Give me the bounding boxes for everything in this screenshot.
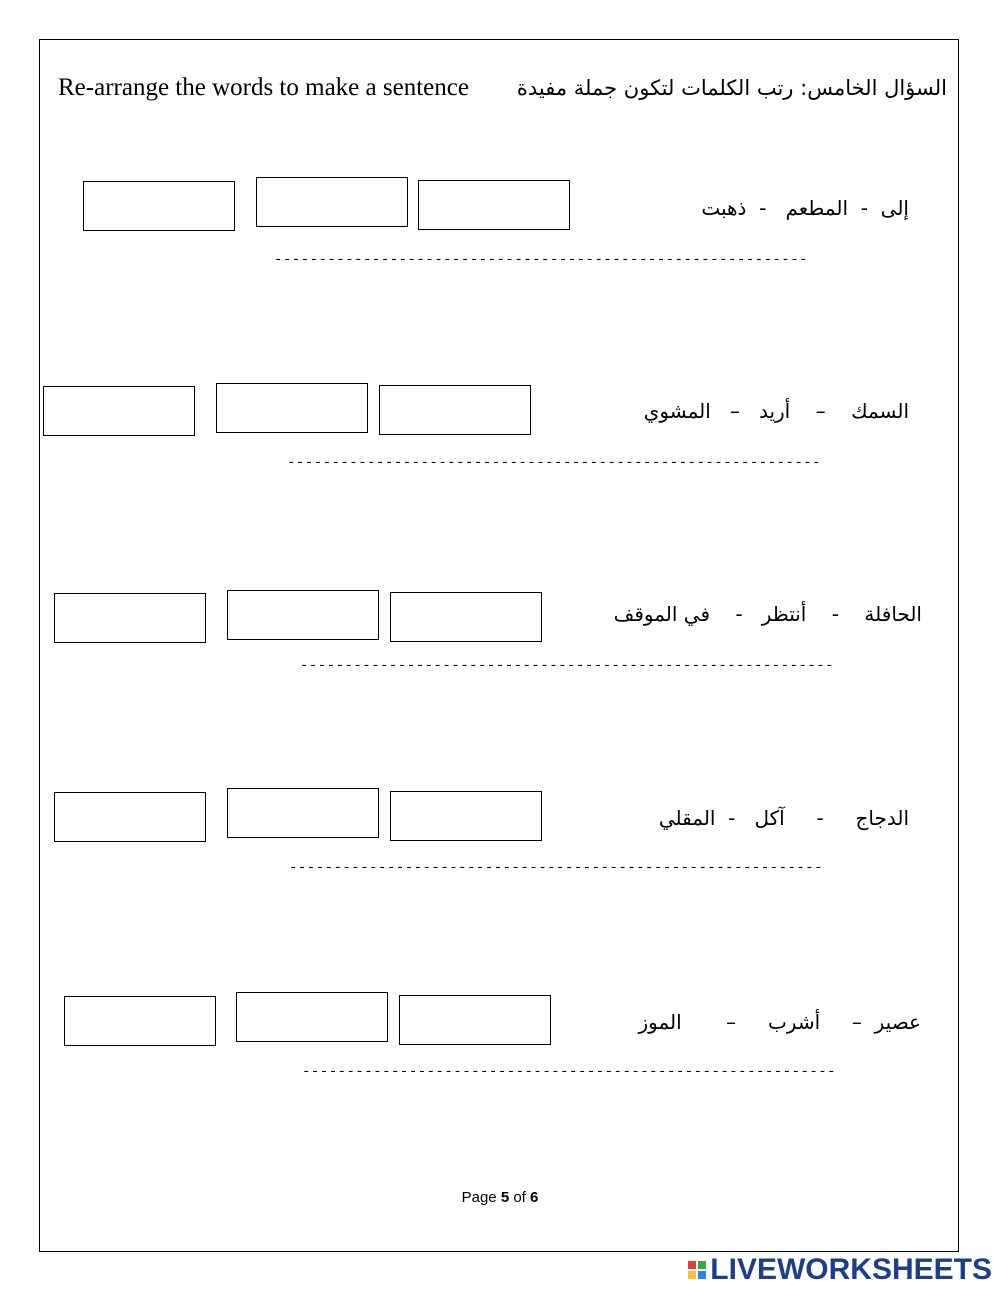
question-1-words: إلى - المطعم - ذهبت [701,196,909,220]
question-2-words: السمك – أريد – المشوي [643,399,909,423]
page-total: 6 [530,1189,539,1206]
page-of-label: of [513,1189,526,1206]
answer-box-2-1[interactable] [379,385,531,435]
answer-box-1-3[interactable] [83,181,235,231]
instruction-title-english: Re-arrange the words to make a sentence [58,74,469,101]
answer-box-4-2[interactable] [227,788,379,838]
page-current: 5 [500,1189,510,1206]
answer-line-5: ------------------------------------------------------------ [302,1064,837,1080]
answer-box-4-3[interactable] [54,792,206,842]
answer-box-4-1[interactable] [390,791,542,841]
answer-box-2-2[interactable] [216,383,368,433]
logo-text: LIVEWORKSHEETS [710,1253,992,1286]
answer-box-5-3[interactable] [64,996,216,1046]
answer-box-3-2[interactable] [227,590,379,640]
page-number [0,1189,1000,1206]
answer-box-2-3[interactable] [43,386,195,436]
question-4-words: الدجاج - آكل - المقلي [658,806,909,830]
answer-line-1: ------------------------------------------------------------ [274,252,809,268]
answer-box-3-3[interactable] [54,593,206,643]
answer-box-5-1[interactable] [399,995,551,1045]
question-3-words: الحافلة - أنتظر - في الموقف [613,602,922,626]
page-label: Page [461,1189,497,1206]
answer-line-4: ------------------------------------------------------------ [289,860,824,876]
question-5-words: عصير – أشرب – الموز [638,1010,921,1034]
answer-box-5-2[interactable] [236,992,388,1042]
logo-mark-icon [688,1261,706,1279]
answer-line-2: ------------------------------------------------------------ [287,455,822,471]
instruction-title-arabic: السؤال الخامس: رتب الكلمات لتكون جملة مفيدة [516,76,947,100]
answer-box-1-1[interactable] [418,180,570,230]
liveworksheets-logo [688,1253,992,1287]
answer-box-3-1[interactable] [390,592,542,642]
answer-box-1-2[interactable] [256,177,408,227]
answer-line-3: ------------------------------------------------------------ [300,658,835,674]
